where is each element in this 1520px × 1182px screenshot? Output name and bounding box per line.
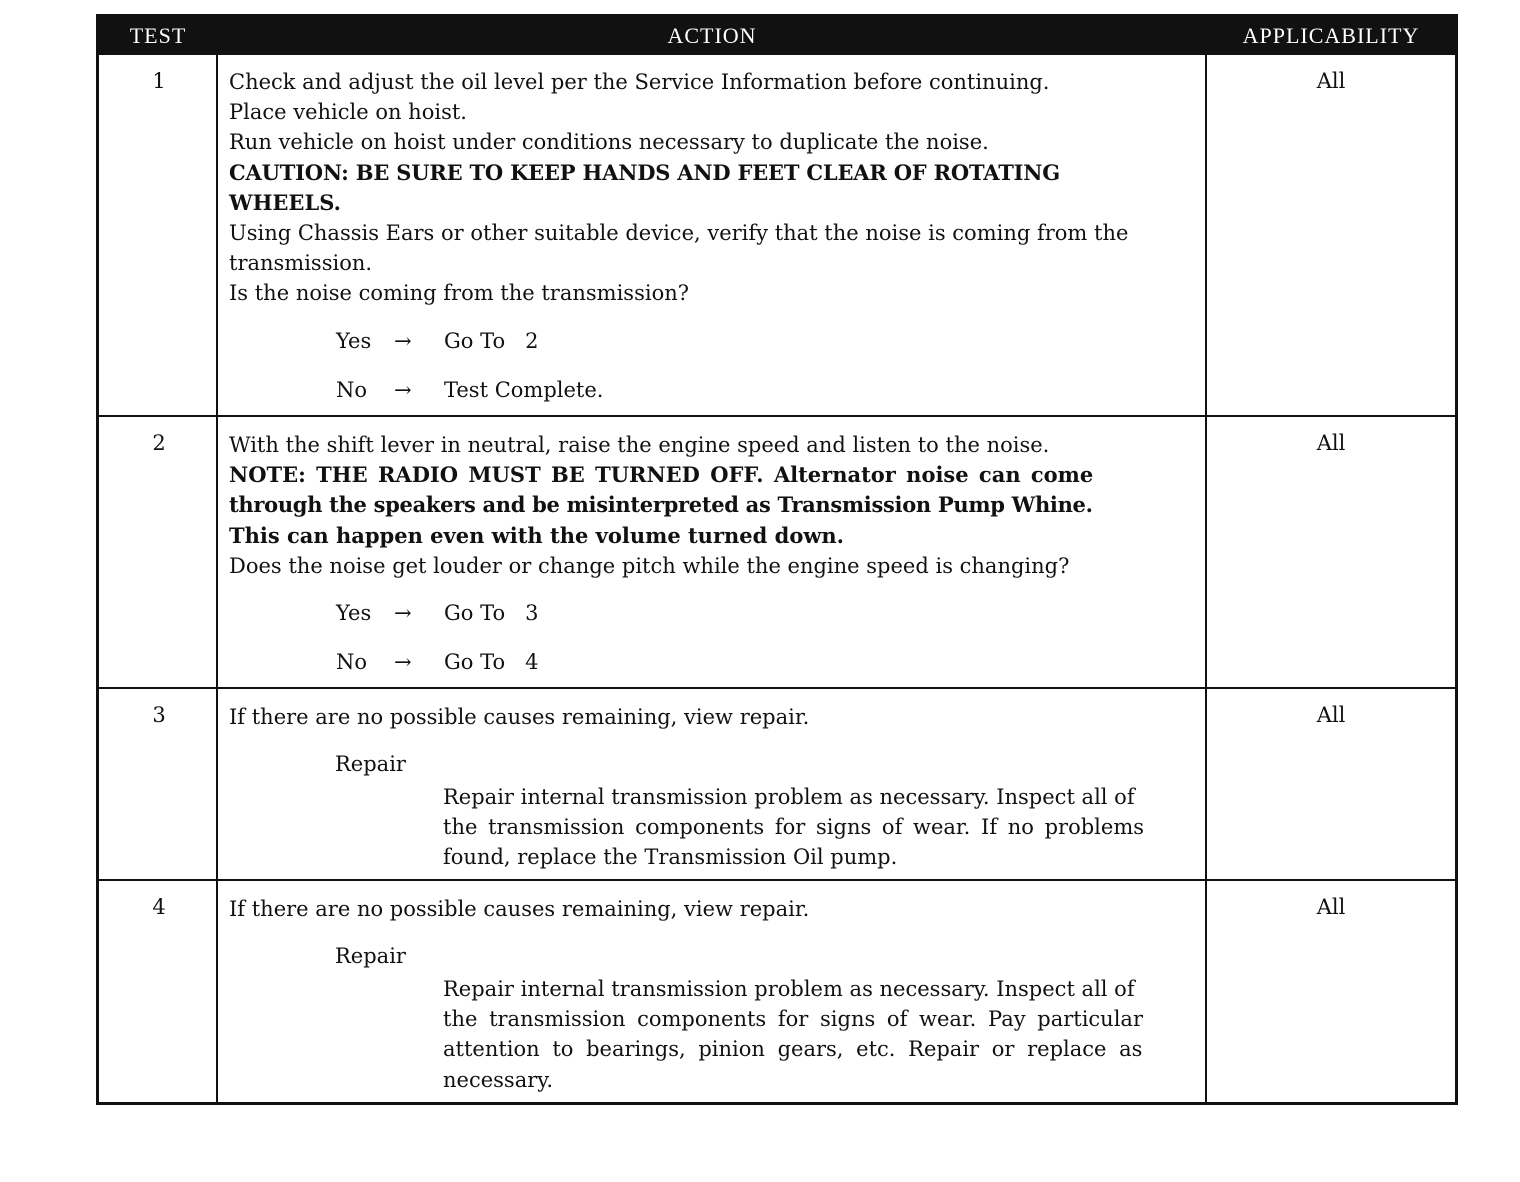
repair-text	[443, 974, 1199, 1095]
row-divider	[99, 879, 1455, 881]
repair-line: Repair internal transmission problem as necessary. Inspect all of	[443, 977, 1135, 1001]
answer-label: No	[336, 650, 368, 674]
action-line: With the shift lever in neutral, raise the engine speed and listen to the noise.	[229, 433, 1050, 457]
repair-text	[443, 782, 1199, 873]
column-divider	[1205, 55, 1207, 1102]
header-action: ACTION	[667, 23, 757, 48]
answer-result: Go To 4	[444, 650, 539, 674]
applicability-value: All	[1316, 69, 1346, 93]
header-test: TEST	[129, 23, 187, 48]
test-number: 4	[152, 895, 166, 919]
action-line: transmission.	[229, 251, 373, 276]
applicability-value: All	[1316, 431, 1346, 455]
action-text	[229, 894, 1199, 924]
repair-label: Repair	[335, 944, 406, 968]
action-text	[229, 67, 1199, 309]
action-line: Using Chassis Ears or other suitable device, verify that the noise is coming from the	[229, 221, 1129, 246]
repair-label: Repair	[335, 752, 406, 776]
test-number: 1	[152, 69, 166, 93]
note-text: NOTE: THE RADIO MUST BE TURNED OFF. Alternator noise can come	[229, 462, 1094, 488]
diagnostic-table	[96, 14, 1458, 1105]
repair-line: necessary.	[443, 1067, 554, 1092]
test-number: 2	[152, 431, 166, 455]
repair-line: found, replace the Transmission Oil pump.	[443, 845, 898, 870]
action-text	[229, 430, 1199, 581]
action-line: Check and adjust the oil level per the Service Information before continuing.	[229, 70, 1050, 94]
arrow-icon: →	[394, 650, 412, 674]
answer-result: Go To 3	[444, 601, 539, 625]
action-line: Run vehicle on hoist under conditions necessary to duplicate the noise.	[229, 130, 989, 155]
action-line: If there are no possible causes remaining, view repair.	[229, 705, 810, 729]
caution-text: CAUTION: BE SURE TO KEEP HANDS AND FEET CLEAR OF ROTATING	[229, 159, 1060, 185]
answer-result: Test Complete.	[444, 378, 604, 402]
header-applicability: APPLICABILITY	[1242, 23, 1420, 48]
answer-no	[336, 378, 603, 402]
table-header	[99, 17, 1455, 55]
answer-no	[336, 650, 539, 674]
note-text: This can happen even with the volume turned down.	[229, 522, 844, 548]
row-divider	[99, 415, 1455, 417]
answer-result: Go To 2	[444, 329, 539, 353]
arrow-icon: →	[394, 329, 412, 353]
repair-line: Repair internal transmission problem as necessary. Inspect all of	[443, 785, 1135, 809]
answer-label: Yes	[336, 601, 372, 625]
answer-label: Yes	[336, 329, 372, 353]
answer-yes	[336, 329, 539, 353]
arrow-icon: →	[394, 378, 412, 402]
caution-text: WHEELS.	[229, 189, 341, 215]
action-line: If there are no possible causes remaining, view repair.	[229, 897, 810, 921]
answer-label: No	[336, 378, 368, 402]
arrow-icon: →	[394, 601, 412, 625]
row-divider	[99, 687, 1455, 689]
answer-yes	[336, 601, 539, 625]
test-number: 3	[152, 703, 166, 727]
column-divider	[216, 55, 218, 1102]
applicability-value: All	[1316, 703, 1346, 727]
applicability-value: All	[1316, 895, 1346, 919]
note-text: through the speakers and be misinterpreted as Transmission Pump Whine.	[229, 492, 1093, 518]
action-line: Place vehicle on hoist.	[229, 100, 467, 125]
repair-line: the transmission components for signs of wear. If no problems	[443, 815, 1145, 840]
action-text	[229, 702, 1199, 732]
action-line: Is the noise coming from the transmission?	[229, 281, 689, 306]
repair-line: the transmission components for signs of wear. Pay particular	[443, 1007, 1143, 1032]
repair-line: attention to bearings, pinion gears, etc. Repair or replace as	[443, 1037, 1143, 1062]
action-line: Does the noise get louder or change pitch while the engine speed is changing?	[229, 553, 1070, 578]
